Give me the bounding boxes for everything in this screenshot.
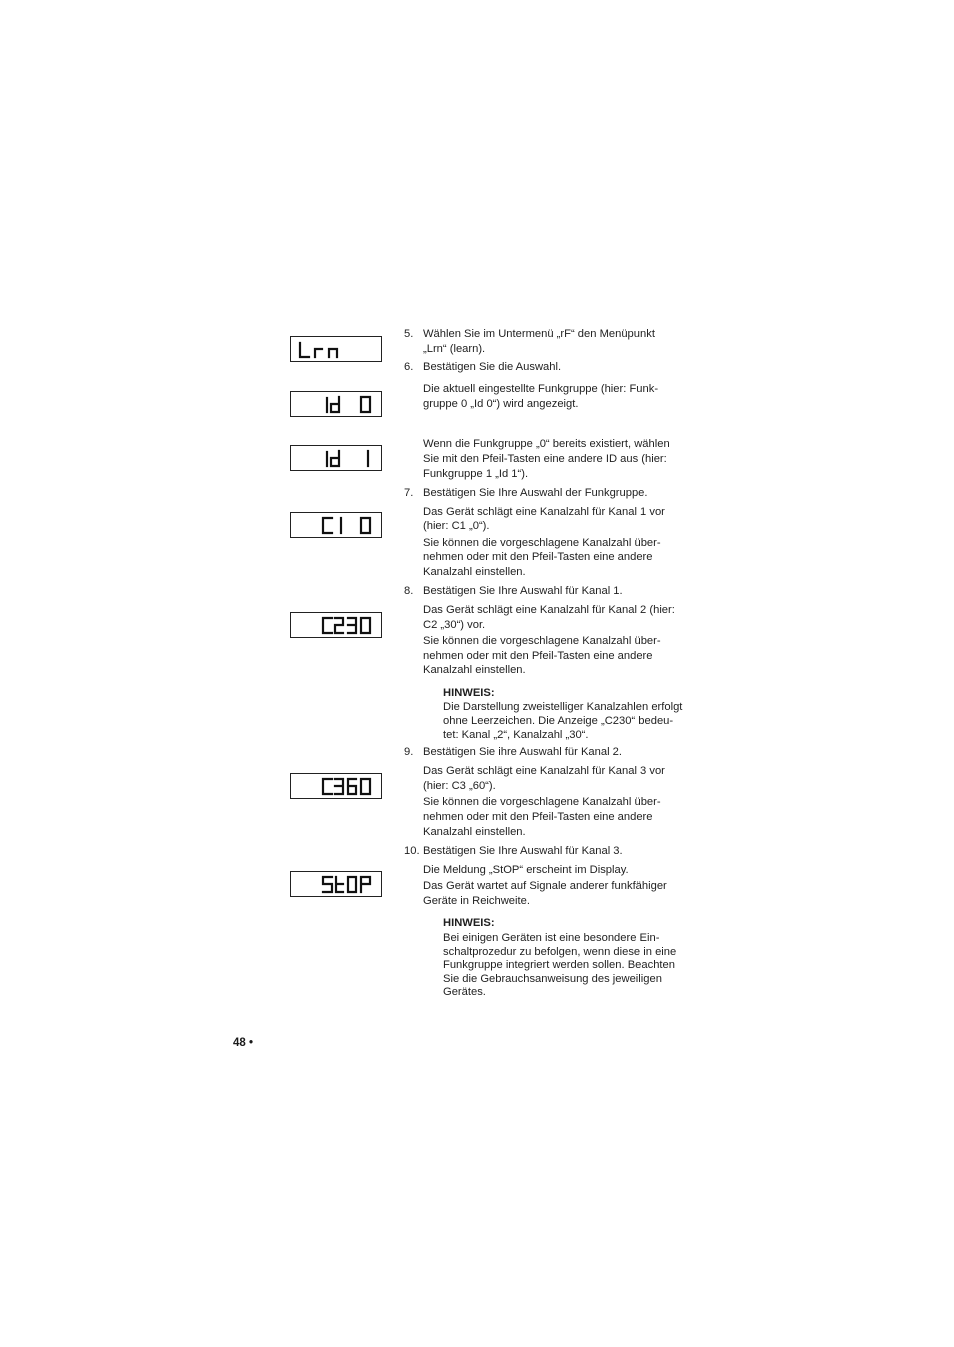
note-line: Die Darstellung zweistelliger Kanalzahlen erfolgt xyxy=(443,701,683,713)
step-text: Bestätigen Sie Ihre Auswahl für Kanal 1. xyxy=(423,585,623,597)
note-title: HINWEIS: xyxy=(443,687,495,699)
lcd-segments xyxy=(291,613,383,639)
lcd-display-lrn xyxy=(290,336,382,362)
paragraph-line: Geräte in Reichweite. xyxy=(423,895,530,907)
paragraph-line: Das Gerät schlägt eine Kanalzahl für Kanal 2 (hier: xyxy=(423,604,675,616)
step-number: 7. xyxy=(404,487,414,499)
note-line: Funkgruppe integriert werden sollen. Beachten xyxy=(443,959,675,971)
step-number: 5. xyxy=(404,328,414,340)
lcd-display-id1 xyxy=(290,445,382,471)
lcd-display-c230 xyxy=(290,612,382,638)
paragraph-line: Funkgruppe 1 „Id 1“). xyxy=(423,468,529,480)
paragraph-line: Sie können die vorgeschlagene Kanalzahl über- xyxy=(423,796,661,808)
paragraph-line: nehmen oder mit den Pfeil-Tasten eine andere xyxy=(423,650,653,662)
paragraph-line: Kanalzahl einstellen. xyxy=(423,826,526,838)
paragraph-line: Kanalzahl einstellen. xyxy=(423,664,526,676)
step-number: 9. xyxy=(404,746,414,758)
paragraph-line: Das Gerät schlägt eine Kanalzahl für Kanal 1 vor xyxy=(423,506,665,518)
lcd-display-id0 xyxy=(290,391,382,417)
lcd-segments xyxy=(291,392,383,418)
paragraph-line: C2 „30“) vor. xyxy=(423,619,486,631)
paragraph-line: gruppe 0 „Id 0“) wird angezeigt. xyxy=(423,398,579,410)
paragraph-line: Kanalzahl einstellen. xyxy=(423,566,526,578)
paragraph-line: (hier: C1 „0“). xyxy=(423,520,490,532)
step-text: „Lrn“ (learn). xyxy=(423,343,486,355)
lcd-segments xyxy=(291,337,383,363)
step-number: 8. xyxy=(404,585,414,597)
paragraph-line: Das Gerät schlägt eine Kanalzahl für Kanal 3 vor xyxy=(423,765,665,777)
step-text: Wählen Sie im Untermenü „rF“ den Menüpunkt xyxy=(423,328,655,340)
note-line: tet: Kanal „2“, Kanalzahl „30“. xyxy=(443,729,589,741)
lcd-display-c360 xyxy=(290,773,382,799)
lcd-segments xyxy=(291,872,383,898)
note-title: HINWEIS: xyxy=(443,917,495,929)
page-number: 48 • xyxy=(233,1037,254,1049)
paragraph-line: nehmen oder mit den Pfeil-Tasten eine andere xyxy=(423,811,653,823)
lcd-segments xyxy=(291,513,383,539)
lcd-display-stop xyxy=(290,871,382,897)
note-line: ohne Leerzeichen. Die Anzeige „C230“ bedeu- xyxy=(443,715,674,727)
paragraph-line: Die Meldung „StOP“ erscheint im Display. xyxy=(423,864,629,876)
step-text: Bestätigen Sie Ihre Auswahl für Kanal 3. xyxy=(423,845,623,857)
note-line: Gerätes. xyxy=(443,986,486,998)
lcd-segments xyxy=(291,446,383,472)
paragraph-line: (hier: C3 „60“). xyxy=(423,780,496,792)
paragraph-line: Sie mit den Pfeil-Tasten eine andere ID aus (hier: xyxy=(423,453,667,465)
lcd-display-c10 xyxy=(290,512,382,538)
paragraph-line: Die aktuell eingestellte Funkgruppe (hier: Funk- xyxy=(423,383,659,395)
step-text: Bestätigen Sie ihre Auswahl für Kanal 2. xyxy=(423,746,623,758)
note-line: Bei einigen Geräten ist eine besondere Ein- xyxy=(443,932,660,944)
note-line: schaltprozedur zu befolgen, wenn diese in eine xyxy=(443,946,677,958)
lcd-segments xyxy=(291,774,383,800)
step-text: Bestätigen Sie Ihre Auswahl der Funkgruppe. xyxy=(423,487,648,499)
note-line: Sie die Gebrauchsanweisung des jeweiligen xyxy=(443,973,662,985)
step-number: 6. xyxy=(404,361,414,373)
step-text: Bestätigen Sie die Auswahl. xyxy=(423,361,562,373)
paragraph-line: Sie können die vorgeschlagene Kanalzahl über- xyxy=(423,537,661,549)
step-number: 10. xyxy=(404,845,420,857)
paragraph-line: Wenn die Funkgruppe „0“ bereits existiert, wählen xyxy=(423,438,670,450)
paragraph-line: Das Gerät wartet auf Signale anderer funkfähiger xyxy=(423,880,667,892)
paragraph-line: Sie können die vorgeschlagene Kanalzahl über- xyxy=(423,635,661,647)
paragraph-line: nehmen oder mit den Pfeil-Tasten eine andere xyxy=(423,551,653,563)
